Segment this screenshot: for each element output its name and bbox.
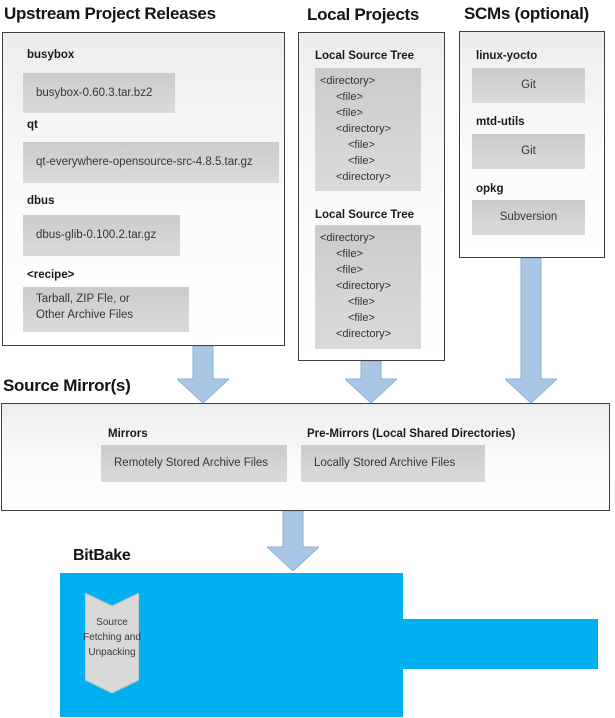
tarball-box-qt <box>23 142 279 183</box>
tree-entry: <file> <box>336 91 363 103</box>
down-arrow-icon-upstream-to-mirrors <box>177 346 229 403</box>
tree-entry: <file> <box>336 248 363 260</box>
local-source-tree-label-2: Local Source Tree <box>315 209 415 221</box>
tree-entry: <directory> <box>336 280 392 292</box>
tree-entry: <directory> <box>320 232 376 244</box>
scm-label-linux-yocto: linux-yocto <box>476 50 538 62</box>
tree-entry: <directory> <box>320 75 376 87</box>
source-tree-box-1 <box>315 68 421 191</box>
down-arrow-icon-mirrors-to-bitbake <box>267 511 319 571</box>
source-mirrors-panel <box>1 403 610 511</box>
local-source-tree-label-1: Local Source Tree <box>315 50 415 62</box>
tarball-filename: busybox-0.60.3.tar.bz2 <box>36 87 153 99</box>
scms-title: SCMs (optional) <box>464 4 589 23</box>
fetch-unpack-step-line: Unpacking <box>88 647 136 658</box>
upstream-releases-panel <box>2 32 285 346</box>
tree-entry: <file> <box>348 296 375 308</box>
tree-entry: <file> <box>348 312 375 324</box>
scm-label-mtd-utils: mtd-utils <box>476 116 525 128</box>
down-arrow-icon-scms-to-mirrors <box>505 258 557 403</box>
fetch-unpack-step <box>80 615 144 660</box>
mirrors-label: Mirrors <box>108 428 148 440</box>
archive-types-line: Other Archive Files <box>36 309 134 321</box>
source-mirrors-title: Source Mirror(s) <box>3 376 131 395</box>
tarball-box-recipe <box>23 287 189 332</box>
scm-label-opkg: opkg <box>476 183 504 195</box>
mirrors-description: Remotely Stored Archive Files <box>114 457 269 469</box>
scms-panel <box>459 31 605 258</box>
mirrors-box <box>101 445 287 482</box>
fetch-unpack-step-line: Fetching and <box>83 632 141 643</box>
tree-entry: <file> <box>348 155 375 167</box>
pre-mirrors-box <box>301 445 485 482</box>
archive-types-line: Tarball, ZIP Fle, or <box>36 293 130 305</box>
bitbake-title: BitBake <box>73 547 131 564</box>
pre-mirrors-description: Locally Stored Archive Files <box>314 457 456 469</box>
local-projects-panel <box>298 32 445 361</box>
tarball-box-dbus <box>23 215 180 256</box>
tarball-filename: qt-everywhere-opensource-src-4.8.5.tar.gz <box>36 156 253 168</box>
scm-tool-box <box>472 200 585 235</box>
package-label-recipe: <recipe> <box>27 269 75 281</box>
tree-entry: <file> <box>336 107 363 119</box>
source-tree-box-2 <box>315 225 421 349</box>
tree-entry: <directory> <box>336 123 392 135</box>
scm-tool-name: Subversion <box>499 211 558 223</box>
package-label-dbus: dbus <box>27 195 55 207</box>
scm-tool-name: Git <box>521 79 536 91</box>
tree-entry: <file> <box>336 264 363 276</box>
down-arrow-icon-local-to-mirrors <box>345 361 397 403</box>
scm-tool-box <box>472 134 585 169</box>
package-label-qt: qt <box>27 119 38 131</box>
package-label-busybox: busybox <box>27 49 75 61</box>
tree-entry: <file> <box>348 139 375 151</box>
upstream-releases-title: Upstream Project Releases <box>4 4 216 23</box>
tree-entry: <directory> <box>336 328 392 340</box>
tarball-box-busybox <box>23 73 175 113</box>
local-projects-title: Local Projects <box>307 5 420 24</box>
fetch-unpack-step-line: Source <box>96 617 128 628</box>
tree-entry: <directory> <box>336 171 392 183</box>
tarball-filename: dbus-glib-0.100.2.tar.gz <box>36 229 157 241</box>
scm-tool-box <box>472 68 585 103</box>
bitbake-shape-arm <box>403 619 598 669</box>
scm-tool-name: Git <box>521 145 536 157</box>
pre-mirrors-label: Pre-Mirrors (Local Shared Directories) <box>307 428 516 440</box>
